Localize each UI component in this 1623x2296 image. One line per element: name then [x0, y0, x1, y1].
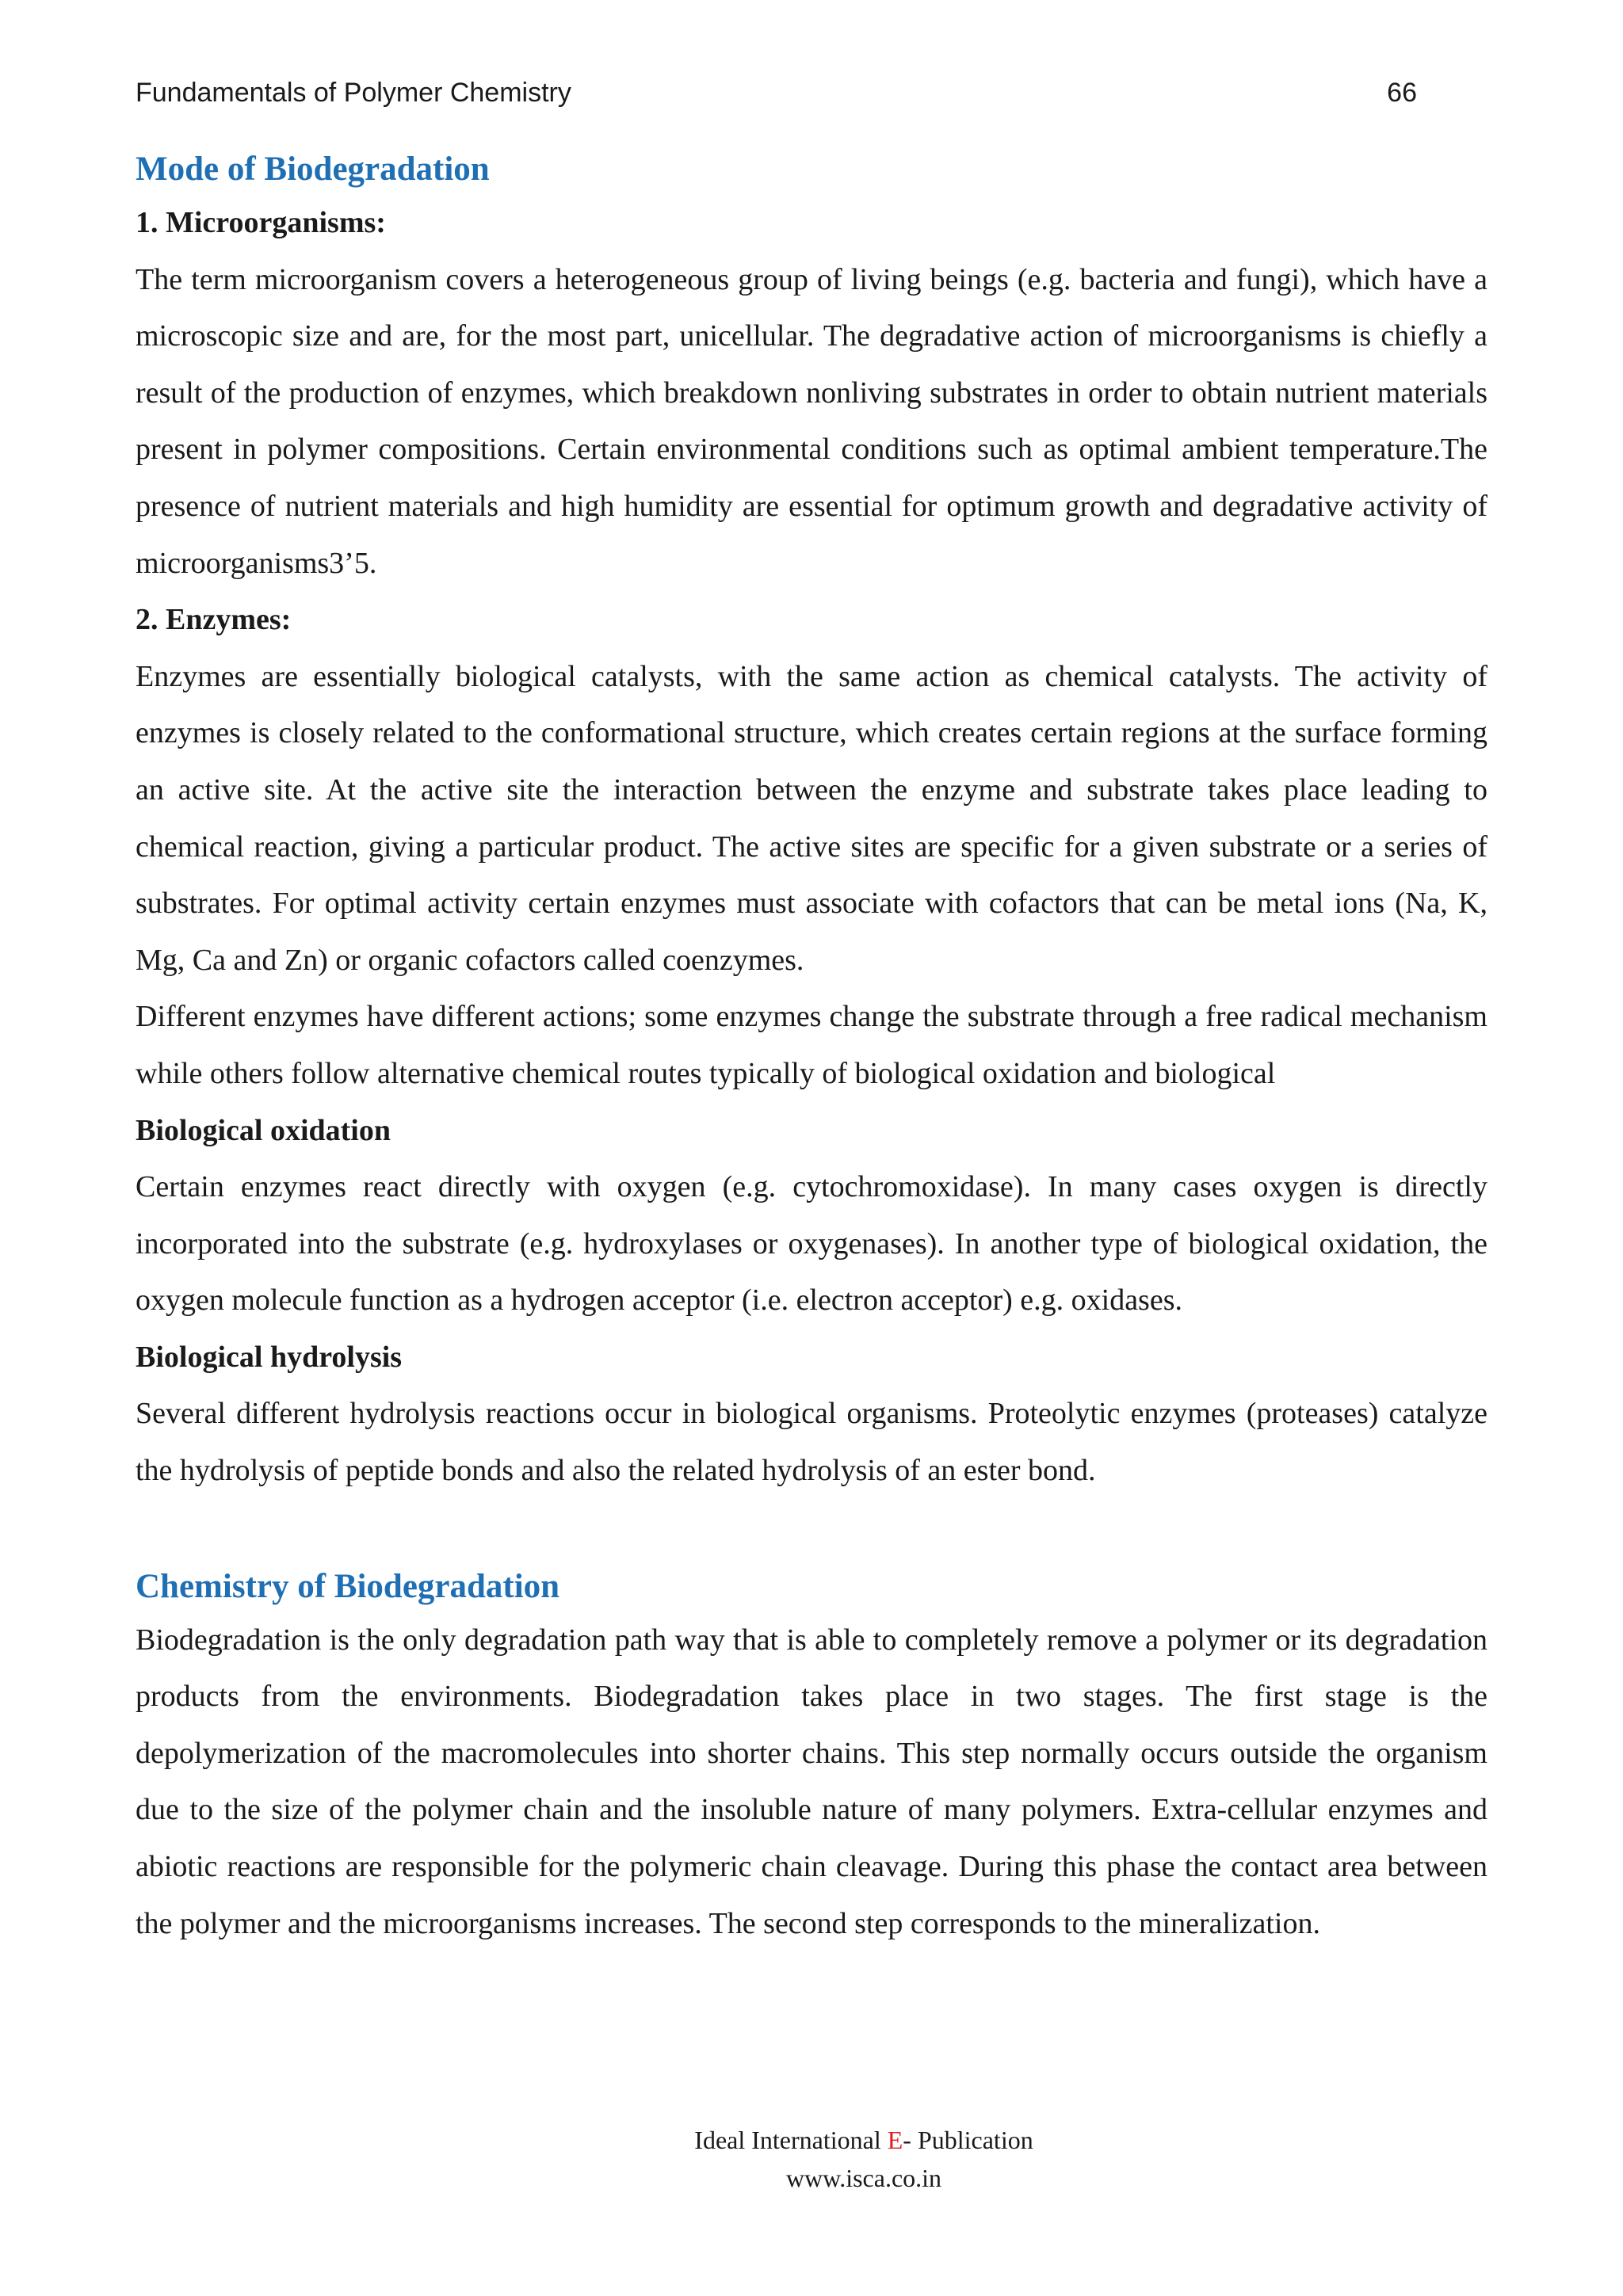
main-content: [136, 144, 1487, 1952]
subheading-enzymes: 2. Enzymes:: [136, 603, 292, 637]
paragraph-biological-hydrolysis: Several different hydrolysis reactions occur in biological organisms. Proteolytic enzymes (proteases) catalyze the hydrolysis of peptide bonds and also the related hydrolysis of an ester bond.: [136, 1397, 1487, 1488]
section-spacer: [136, 1500, 1487, 1562]
paragraph-enzymes-1: Enzymes are essentially biological catalysts, with the same action as chemical catalysts. The activity of enzymes is closely related to the conformational structure, which creates certain regions at the surface forming an active site. At the active site the interaction between the enzyme and substrate takes place leading to chemical reaction, giving a particular product. The active sites are specific for a given substrate or a series of substrates. For optimal activity certain enzymes must associate with cofactors that can be metal ions (Na, K, Mg, Ca and Zn) or organic cofactors called coenzymes.: [136, 659, 1487, 977]
subheading-biological-oxidation: Biological oxidation: [136, 1113, 391, 1147]
publisher-line: [0, 2121, 1623, 2159]
book-title: Fundamentals of Polymer Chemistry: [136, 78, 571, 108]
paragraph-microorganisms: The term microorganism covers a heterogeneous group of living beings (e.g. bacteria and fungi), which have a microscopic size and are, for the most part, unicellular. The degradative action of microorganisms is chiefly a result of the production of enzymes, which breakdown nonliving substrates in order to obtain nutrient materials present in polymer compositions. Certain environmental conditions such as optimal ambient temperature.The presence of nutrient materials and high humidity are essential for optimum growth and degradative activity of microorganisms3’5.: [136, 262, 1487, 580]
paragraph-enzymes-2: Different enzymes have different actions; some enzymes change the substrate through a free radical mechanism while others follow alternative chemical routes typically of biological oxidation and biological: [136, 1000, 1487, 1090]
page-number: 66: [1387, 78, 1417, 108]
publisher-prefix: Ideal International: [694, 2126, 888, 2154]
paragraph-chemistry-of-biodegradation: Biodegradation is the only degradation path way that is able to completely remove a polymer or its degradation products from the environments. Biodegradation takes place in two stages. The first stage is the depolymerization of the macromolecules into shorter chains. This step normally occurs outside the organism due to the size of the polymer chain and the insoluble nature of many polymers. Extra-cellular enzymes and abiotic reactions are responsible for the polymeric chain cleavage. During this phase the contact area between the polymer and the microorganisms increases. The second step corresponds to the mineralization.: [136, 1623, 1487, 1940]
subheading-biological-hydrolysis: Biological hydrolysis: [136, 1340, 403, 1374]
section-heading-chemistry-of-biodegradation: Chemistry of Biodegradation: [136, 1567, 560, 1605]
publisher-website: www.isca.co.in: [785, 2164, 942, 2192]
subheading-microorganisms: 1. Microorganisms:: [136, 206, 386, 239]
publisher-e-letter: E: [887, 2126, 903, 2154]
publisher-suffix: - Publication: [903, 2126, 1033, 2154]
paragraph-biological-oxidation: Certain enzymes react directly with oxygen (e.g. cytochromoxidase). In many cases oxygen is directly incorporated into the substrate (e.g. hydroxylases or oxygenases). In another type of biological oxidation, the oxygen molecule function as a hydrogen acceptor (i.e. electron acceptor) e.g. oxidases.: [136, 1170, 1487, 1318]
section-heading-mode-of-biodegradation: Mode of Biodegradation: [136, 151, 490, 188]
page-footer: [0, 2121, 1623, 2197]
